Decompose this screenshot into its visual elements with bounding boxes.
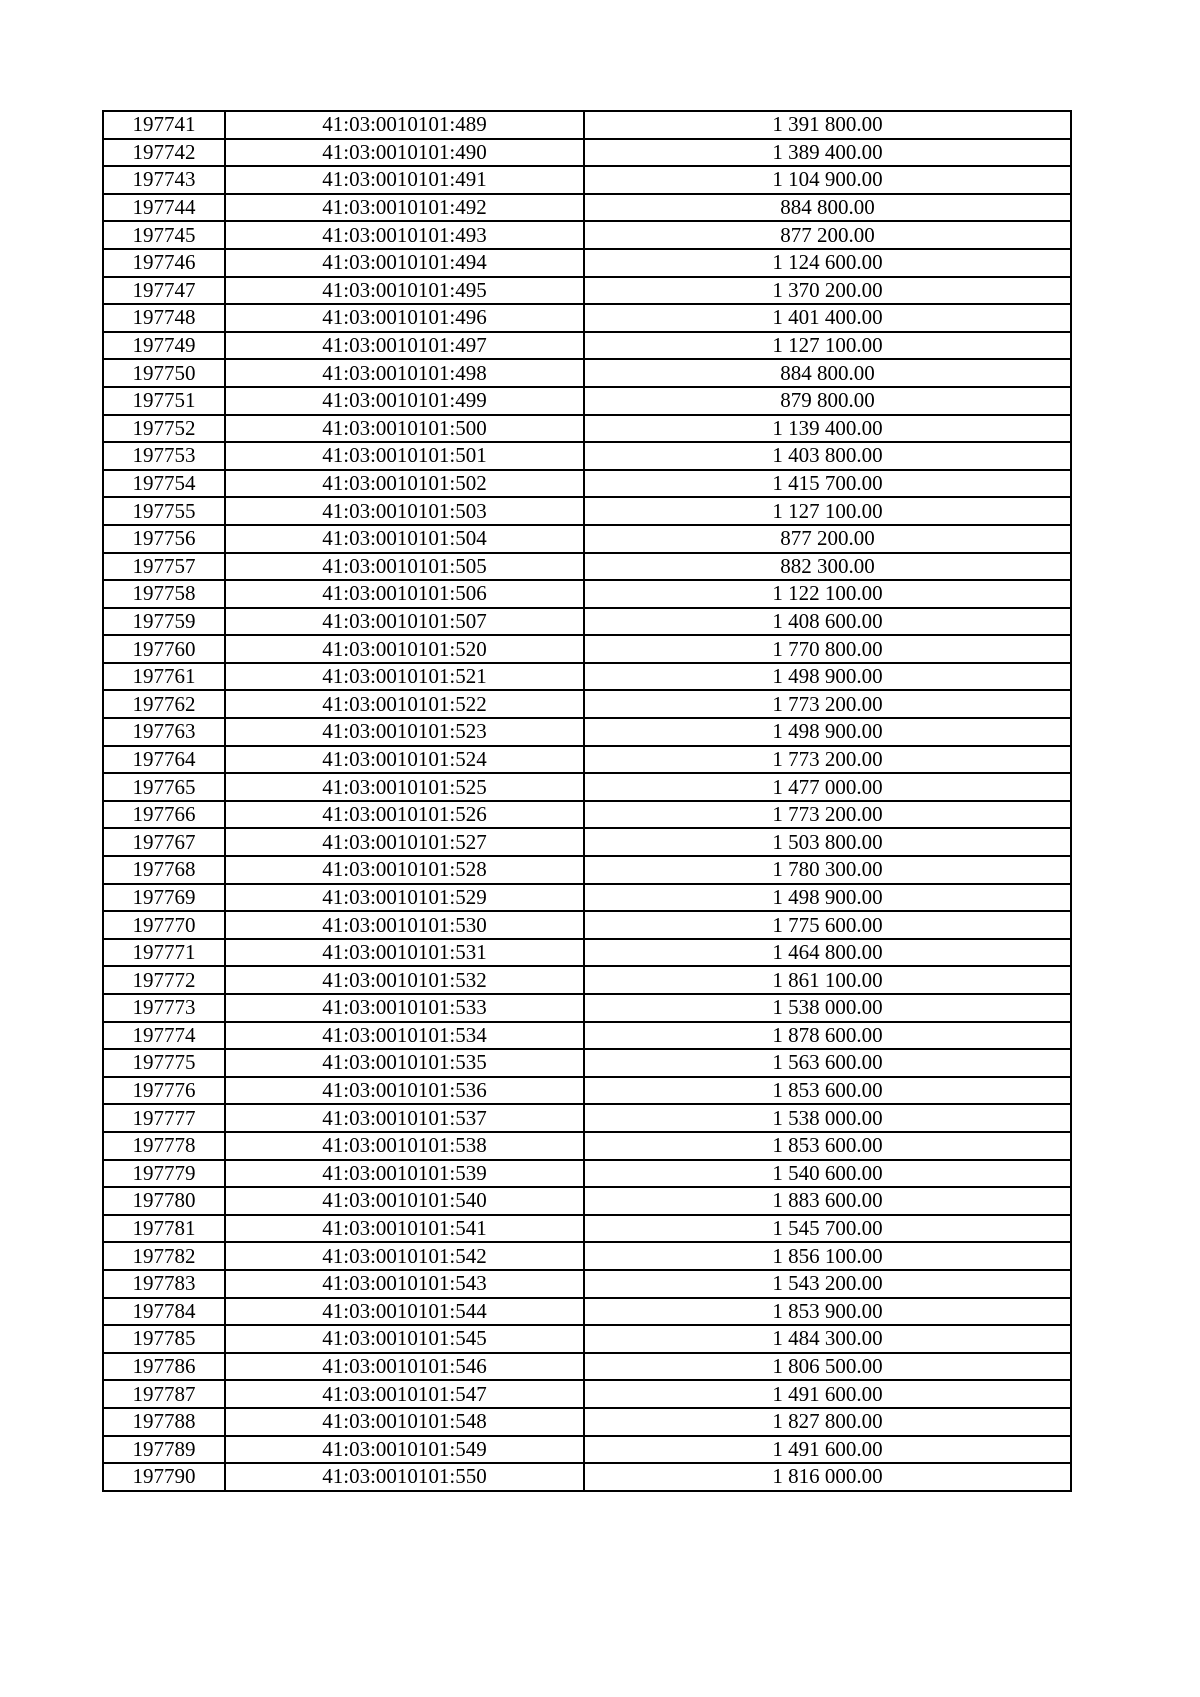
- table-row: [103, 277, 1071, 305]
- row-number-cell: 197752: [103, 415, 225, 443]
- cadastral-number-cell: 41:03:0010101:503: [225, 497, 584, 525]
- table-row: [103, 690, 1071, 718]
- table-row: [103, 387, 1071, 415]
- cadastral-value-cell: 1 401 400.00: [584, 304, 1071, 332]
- row-number-cell: 197744: [103, 194, 225, 222]
- table-row: [103, 911, 1071, 939]
- row-number-cell: 197758: [103, 580, 225, 608]
- row-number-cell: 197772: [103, 966, 225, 994]
- cadastral-value-cell: 1 498 900.00: [584, 663, 1071, 691]
- table-row: [103, 359, 1071, 387]
- table-row: [103, 801, 1071, 829]
- row-number-cell: 197787: [103, 1380, 225, 1408]
- table-row: [103, 194, 1071, 222]
- cadastral-value-cell: 1 408 600.00: [584, 608, 1071, 636]
- row-number-cell: 197759: [103, 608, 225, 636]
- cadastral-number-cell: 41:03:0010101:527: [225, 828, 584, 856]
- cadastral-value-cell: 1 491 600.00: [584, 1436, 1071, 1464]
- cadastral-number-cell: 41:03:0010101:522: [225, 690, 584, 718]
- table-row: [103, 166, 1071, 194]
- cadastral-value-cell: 1 391 800.00: [584, 111, 1071, 139]
- table-row: [103, 1298, 1071, 1326]
- cadastral-value-cell: 1 773 200.00: [584, 801, 1071, 829]
- row-number-cell: 197763: [103, 718, 225, 746]
- cadastral-value-cell: 1 139 400.00: [584, 415, 1071, 443]
- row-number-cell: 197768: [103, 856, 225, 884]
- cadastral-number-cell: 41:03:0010101:501: [225, 442, 584, 470]
- row-number-cell: 197754: [103, 470, 225, 498]
- cadastral-number-cell: 41:03:0010101:492: [225, 194, 584, 222]
- cadastral-value-cell: 1 773 200.00: [584, 690, 1071, 718]
- row-number-cell: 197789: [103, 1436, 225, 1464]
- table-row: [103, 304, 1071, 332]
- cadastral-number-cell: 41:03:0010101:490: [225, 139, 584, 167]
- cadastral-value-cell: 884 800.00: [584, 359, 1071, 387]
- cadastral-number-cell: 41:03:0010101:495: [225, 277, 584, 305]
- row-number-cell: 197741: [103, 111, 225, 139]
- cadastral-number-cell: 41:03:0010101:546: [225, 1353, 584, 1381]
- table-body: [103, 111, 1071, 1491]
- table-row: [103, 525, 1071, 553]
- cadastral-value-cell: 1 827 800.00: [584, 1408, 1071, 1436]
- table-row: [103, 1022, 1071, 1050]
- cadastral-number-cell: 41:03:0010101:549: [225, 1436, 584, 1464]
- cadastral-number-cell: 41:03:0010101:491: [225, 166, 584, 194]
- cadastral-value-cell: 1 816 000.00: [584, 1463, 1071, 1491]
- table-row: [103, 939, 1071, 967]
- row-number-cell: 197785: [103, 1325, 225, 1353]
- row-number-cell: 197780: [103, 1187, 225, 1215]
- row-number-cell: 197756: [103, 525, 225, 553]
- table-row: [103, 828, 1071, 856]
- table-row: [103, 635, 1071, 663]
- cadastral-number-cell: 41:03:0010101:532: [225, 966, 584, 994]
- table-row: [103, 1408, 1071, 1436]
- row-number-cell: 197783: [103, 1270, 225, 1298]
- table-row: [103, 718, 1071, 746]
- table-row: [103, 1380, 1071, 1408]
- row-number-cell: 197782: [103, 1242, 225, 1270]
- row-number-cell: 197750: [103, 359, 225, 387]
- cadastral-number-cell: 41:03:0010101:525: [225, 773, 584, 801]
- table-row: [103, 470, 1071, 498]
- table-row: [103, 1436, 1071, 1464]
- cadastral-number-cell: 41:03:0010101:542: [225, 1242, 584, 1270]
- table-row: [103, 1187, 1071, 1215]
- row-number-cell: 197778: [103, 1132, 225, 1160]
- cadastral-value-cell: 1 856 100.00: [584, 1242, 1071, 1270]
- cadastral-number-cell: 41:03:0010101:539: [225, 1160, 584, 1188]
- cadastral-number-cell: 41:03:0010101:502: [225, 470, 584, 498]
- table-row: [103, 773, 1071, 801]
- table-row: [103, 1242, 1071, 1270]
- cadastral-number-cell: 41:03:0010101:536: [225, 1077, 584, 1105]
- row-number-cell: 197775: [103, 1049, 225, 1077]
- table-row: [103, 1325, 1071, 1353]
- cadastral-number-cell: 41:03:0010101:524: [225, 746, 584, 774]
- cadastral-number-cell: 41:03:0010101:547: [225, 1380, 584, 1408]
- row-number-cell: 197784: [103, 1298, 225, 1326]
- table-row: [103, 608, 1071, 636]
- table-row: [103, 1160, 1071, 1188]
- row-number-cell: 197745: [103, 221, 225, 249]
- row-number-cell: 197757: [103, 553, 225, 581]
- cadastral-number-cell: 41:03:0010101:535: [225, 1049, 584, 1077]
- cadastral-number-cell: 41:03:0010101:506: [225, 580, 584, 608]
- cadastral-number-cell: 41:03:0010101:507: [225, 608, 584, 636]
- table-row: [103, 415, 1071, 443]
- row-number-cell: 197781: [103, 1215, 225, 1243]
- row-number-cell: 197786: [103, 1353, 225, 1381]
- cadastral-value-cell: 1 498 900.00: [584, 718, 1071, 746]
- row-number-cell: 197771: [103, 939, 225, 967]
- cadastral-number-cell: 41:03:0010101:499: [225, 387, 584, 415]
- table-row: [103, 497, 1071, 525]
- table-row: [103, 884, 1071, 912]
- cadastral-number-cell: 41:03:0010101:545: [225, 1325, 584, 1353]
- cadastral-number-cell: 41:03:0010101:543: [225, 1270, 584, 1298]
- cadastral-number-cell: 41:03:0010101:504: [225, 525, 584, 553]
- row-number-cell: 197749: [103, 332, 225, 360]
- cadastral-number-cell: 41:03:0010101:529: [225, 884, 584, 912]
- row-number-cell: 197748: [103, 304, 225, 332]
- cadastral-number-cell: 41:03:0010101:544: [225, 1298, 584, 1326]
- cadastral-value-cell: 1 538 000.00: [584, 1104, 1071, 1132]
- cadastral-value-cell: 882 300.00: [584, 553, 1071, 581]
- cadastral-number-cell: 41:03:0010101:548: [225, 1408, 584, 1436]
- cadastral-value-cell: 1 477 000.00: [584, 773, 1071, 801]
- cadastral-number-cell: 41:03:0010101:523: [225, 718, 584, 746]
- row-number-cell: 197747: [103, 277, 225, 305]
- table-row: [103, 580, 1071, 608]
- cadastral-number-cell: 41:03:0010101:489: [225, 111, 584, 139]
- cadastral-value-cell: 1 415 700.00: [584, 470, 1071, 498]
- cadastral-value-cell: 1 773 200.00: [584, 746, 1071, 774]
- cadastral-value-cell: 1 883 600.00: [584, 1187, 1071, 1215]
- row-number-cell: 197779: [103, 1160, 225, 1188]
- cadastral-number-cell: 41:03:0010101:497: [225, 332, 584, 360]
- cadastral-value-cell: 1 503 800.00: [584, 828, 1071, 856]
- cadastral-value-cell: 877 200.00: [584, 221, 1071, 249]
- row-number-cell: 197755: [103, 497, 225, 525]
- table-row: [103, 221, 1071, 249]
- cadastral-number-cell: 41:03:0010101:500: [225, 415, 584, 443]
- cadastral-value-cell: 1 540 600.00: [584, 1160, 1071, 1188]
- cadastral-value-cell: 1 464 800.00: [584, 939, 1071, 967]
- row-number-cell: 197773: [103, 994, 225, 1022]
- cadastral-number-cell: 41:03:0010101:528: [225, 856, 584, 884]
- cadastral-number-cell: 41:03:0010101:498: [225, 359, 584, 387]
- cadastral-value-cell: 1 122 100.00: [584, 580, 1071, 608]
- row-number-cell: 197762: [103, 690, 225, 718]
- table-row: [103, 994, 1071, 1022]
- row-number-cell: 197767: [103, 828, 225, 856]
- table-row: [103, 1132, 1071, 1160]
- cadastral-number-cell: 41:03:0010101:526: [225, 801, 584, 829]
- cadastral-number-cell: 41:03:0010101:531: [225, 939, 584, 967]
- row-number-cell: 197765: [103, 773, 225, 801]
- cadastral-value-cell: 1 878 600.00: [584, 1022, 1071, 1050]
- cadastral-number-cell: 41:03:0010101:541: [225, 1215, 584, 1243]
- cadastral-number-cell: 41:03:0010101:530: [225, 911, 584, 939]
- cadastral-value-cell: 1 104 900.00: [584, 166, 1071, 194]
- cadastral-value-cell: 1 124 600.00: [584, 249, 1071, 277]
- table-row: [103, 856, 1071, 884]
- cadastral-number-cell: 41:03:0010101:540: [225, 1187, 584, 1215]
- table-row: [103, 111, 1071, 139]
- table-row: [103, 1049, 1071, 1077]
- cadastral-number-cell: 41:03:0010101:521: [225, 663, 584, 691]
- cadastral-value-cell: 877 200.00: [584, 525, 1071, 553]
- cadastral-number-cell: 41:03:0010101:550: [225, 1463, 584, 1491]
- table-row: [103, 1215, 1071, 1243]
- table-row: [103, 1353, 1071, 1381]
- cadastral-value-cell: 1 806 500.00: [584, 1353, 1071, 1381]
- cadastral-value-cell: 1 545 700.00: [584, 1215, 1071, 1243]
- cadastral-number-cell: 41:03:0010101:520: [225, 635, 584, 663]
- table-row: [103, 1077, 1071, 1105]
- table-row: [103, 139, 1071, 167]
- cadastral-value-cell: 1 403 800.00: [584, 442, 1071, 470]
- row-number-cell: 197751: [103, 387, 225, 415]
- cadastral-value-cell: 1 770 800.00: [584, 635, 1071, 663]
- row-number-cell: 197777: [103, 1104, 225, 1132]
- cadastral-number-cell: 41:03:0010101:534: [225, 1022, 584, 1050]
- table-row: [103, 1270, 1071, 1298]
- table-row: [103, 1463, 1071, 1491]
- cadastral-value-table: [102, 110, 1072, 1492]
- cadastral-number-cell: 41:03:0010101:505: [225, 553, 584, 581]
- row-number-cell: 197764: [103, 746, 225, 774]
- cadastral-value-cell: 1 775 600.00: [584, 911, 1071, 939]
- row-number-cell: 197770: [103, 911, 225, 939]
- table-row: [103, 746, 1071, 774]
- row-number-cell: 197761: [103, 663, 225, 691]
- cadastral-number-cell: 41:03:0010101:537: [225, 1104, 584, 1132]
- row-number-cell: 197774: [103, 1022, 225, 1050]
- cadastral-value-cell: 1 780 300.00: [584, 856, 1071, 884]
- cadastral-value-cell: 1 484 300.00: [584, 1325, 1071, 1353]
- cadastral-number-cell: 41:03:0010101:533: [225, 994, 584, 1022]
- row-number-cell: 197760: [103, 635, 225, 663]
- cadastral-value-cell: 1 563 600.00: [584, 1049, 1071, 1077]
- table-row: [103, 663, 1071, 691]
- cadastral-value-cell: 1 491 600.00: [584, 1380, 1071, 1408]
- cadastral-value-cell: 1 370 200.00: [584, 277, 1071, 305]
- table-row: [103, 332, 1071, 360]
- cadastral-number-cell: 41:03:0010101:493: [225, 221, 584, 249]
- cadastral-value-cell: 884 800.00: [584, 194, 1071, 222]
- table-row: [103, 966, 1071, 994]
- cadastral-value-cell: 1 498 900.00: [584, 884, 1071, 912]
- cadastral-number-cell: 41:03:0010101:494: [225, 249, 584, 277]
- cadastral-number-cell: 41:03:0010101:538: [225, 1132, 584, 1160]
- table-row: [103, 553, 1071, 581]
- cadastral-value-cell: 1 853 900.00: [584, 1298, 1071, 1326]
- row-number-cell: 197746: [103, 249, 225, 277]
- cadastral-value-cell: 1 538 000.00: [584, 994, 1071, 1022]
- row-number-cell: 197742: [103, 139, 225, 167]
- cadastral-value-cell: 1 543 200.00: [584, 1270, 1071, 1298]
- cadastral-number-cell: 41:03:0010101:496: [225, 304, 584, 332]
- row-number-cell: 197776: [103, 1077, 225, 1105]
- row-number-cell: 197753: [103, 442, 225, 470]
- table-row: [103, 442, 1071, 470]
- row-number-cell: 197788: [103, 1408, 225, 1436]
- row-number-cell: 197743: [103, 166, 225, 194]
- cadastral-value-cell: 879 800.00: [584, 387, 1071, 415]
- cadastral-value-cell: 1 127 100.00: [584, 497, 1071, 525]
- cadastral-value-cell: 1 127 100.00: [584, 332, 1071, 360]
- row-number-cell: 197769: [103, 884, 225, 912]
- cadastral-value-cell: 1 389 400.00: [584, 139, 1071, 167]
- cadastral-value-cell: 1 861 100.00: [584, 966, 1071, 994]
- row-number-cell: 197766: [103, 801, 225, 829]
- table-row: [103, 1104, 1071, 1132]
- table-row: [103, 249, 1071, 277]
- row-number-cell: 197790: [103, 1463, 225, 1491]
- cadastral-value-cell: 1 853 600.00: [584, 1132, 1071, 1160]
- cadastral-value-cell: 1 853 600.00: [584, 1077, 1071, 1105]
